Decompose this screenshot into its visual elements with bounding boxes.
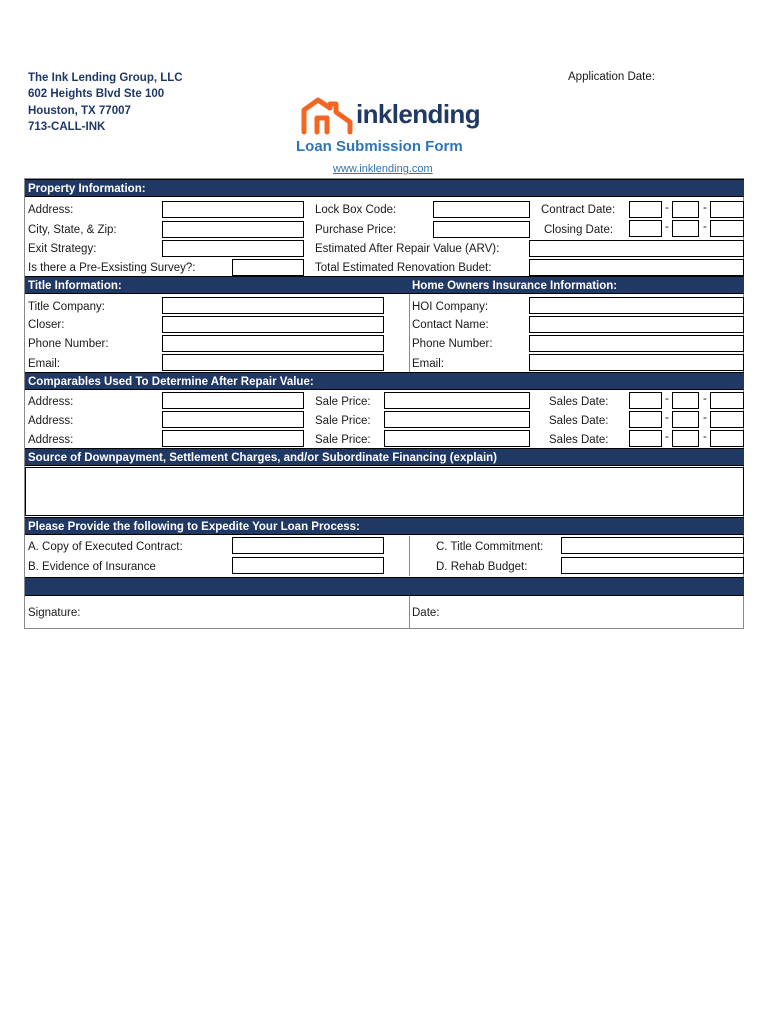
date-separator: -: [665, 393, 669, 405]
closing-date-year[interactable]: [710, 220, 744, 237]
comp-sales-date-year[interactable]: [710, 392, 744, 409]
comp-sales-date-day[interactable]: [672, 392, 699, 409]
property-section-header: [25, 179, 744, 197]
survey-label: Is there a Pre-Exsisting Survey?:: [28, 262, 196, 274]
lock-box-field[interactable]: [433, 201, 530, 218]
title-email-field[interactable]: [162, 354, 384, 371]
comparables-section-title: Comparables Used To Determine After Repair Value:: [28, 376, 314, 388]
property-section-title: Property Information:: [28, 183, 146, 195]
city-state-zip-label: City, State, & Zip:: [28, 224, 117, 236]
contract-date-label: Contract Date:: [541, 204, 616, 216]
house-logo-icon: [300, 96, 356, 136]
comp-address-label: Address:: [28, 396, 74, 408]
date-separator: -: [665, 431, 669, 443]
date-separator: -: [703, 393, 707, 405]
title-company-field[interactable]: [162, 297, 384, 314]
purchase-price-label: Purchase Price:: [315, 224, 397, 236]
comp-sale-price-field[interactable]: [384, 392, 530, 409]
comp-sales-date-day[interactable]: [672, 411, 699, 428]
date-separator: -: [665, 221, 669, 233]
title-email-label: Email:: [28, 358, 60, 370]
company-phone: 713-CALL-INK: [28, 120, 106, 133]
title-section-title: Title Information:: [28, 280, 122, 292]
title-commitment-label: C. Title Commitment:: [436, 541, 544, 553]
survey-field[interactable]: [232, 259, 304, 276]
comp-sales-date-label: Sales Date:: [549, 434, 609, 446]
closing-date-label: Closing Date:: [544, 224, 614, 236]
date-separator: -: [703, 202, 707, 214]
title-insurance-section-header: [25, 276, 744, 294]
evidence-insurance-field[interactable]: [232, 557, 384, 574]
contact-name-field[interactable]: [529, 316, 744, 333]
purchase-price-field[interactable]: [433, 221, 530, 238]
comp-address-field[interactable]: [162, 430, 304, 447]
hoi-company-label: HOI Company:: [412, 301, 489, 313]
property-address-field[interactable]: [162, 201, 304, 218]
comp-address-label: Address:: [28, 415, 74, 427]
hoi-phone-label: Phone Number:: [412, 338, 493, 350]
company-city: Houston, TX 77007: [28, 104, 131, 117]
contract-date-day[interactable]: [672, 201, 699, 218]
title-insurance-divider: [409, 294, 410, 372]
executed-contract-field[interactable]: [232, 537, 384, 554]
date-separator: -: [703, 412, 707, 424]
title-commitment-field[interactable]: [561, 537, 744, 554]
expedite-divider: [409, 536, 410, 576]
comp-address-field[interactable]: [162, 392, 304, 409]
evidence-insurance-label: B. Evidence of Insurance: [28, 561, 156, 573]
title-company-label: Title Company:: [28, 301, 105, 313]
comp-sales-date-month[interactable]: [629, 430, 662, 447]
signature-field[interactable]: [25, 597, 408, 628]
date-separator: -: [703, 431, 707, 443]
rehab-budget-field[interactable]: [561, 557, 744, 574]
comp-sales-date-month[interactable]: [629, 411, 662, 428]
comp-sales-date-year[interactable]: [710, 430, 744, 447]
title-phone-field[interactable]: [162, 335, 384, 352]
date-separator: -: [665, 202, 669, 214]
title-phone-label: Phone Number:: [28, 338, 109, 350]
comp-sales-date-month[interactable]: [629, 392, 662, 409]
closer-label: Closer:: [28, 319, 65, 331]
insurance-section-title: Home Owners Insurance Information:: [412, 280, 618, 292]
comp-sales-date-label: Sales Date:: [549, 396, 609, 408]
closing-date-day[interactable]: [672, 220, 699, 237]
city-state-zip-field[interactable]: [162, 221, 304, 238]
downpayment-section-header: [25, 448, 744, 466]
comp-sales-date-label: Sales Date:: [549, 415, 609, 427]
company-street: 602 Heights Blvd Ste 100: [28, 88, 165, 101]
comp-sale-price-label: Sale Price:: [315, 396, 371, 408]
property-address-label: Address:: [28, 204, 74, 216]
comp-address-field[interactable]: [162, 411, 304, 428]
renovation-field[interactable]: [529, 259, 744, 276]
exit-strategy-field[interactable]: [162, 240, 304, 257]
executed-contract-label: A. Copy of Executed Contract:: [28, 541, 183, 553]
comp-sales-date-year[interactable]: [710, 411, 744, 428]
contract-date-month[interactable]: [629, 201, 662, 218]
expedite-section-title: Please Provide the following to Expedite Your Loan Process:: [28, 521, 360, 533]
date-separator: -: [665, 412, 669, 424]
hoi-email-label: Email:: [412, 358, 444, 370]
lock-box-label: Lock Box Code:: [315, 204, 397, 216]
contract-date-year[interactable]: [710, 201, 744, 218]
rehab-budget-label: D. Rehab Budget:: [436, 561, 528, 573]
hoi-company-field[interactable]: [529, 297, 744, 314]
comparables-section-header: [25, 372, 744, 390]
renovation-label: Total Estimated Renovation Budet:: [315, 262, 492, 274]
signature-date-label: Date:: [412, 607, 440, 619]
form-title: Loan Submission Form: [296, 138, 463, 155]
expedite-section-header: [25, 517, 744, 535]
downpayment-section-title: Source of Downpayment, Settlement Charges, and/or Subordinate Financing (explain): [28, 452, 498, 464]
signature-date-field[interactable]: [410, 597, 744, 628]
hoi-email-field[interactable]: [529, 354, 744, 371]
date-separator: -: [703, 221, 707, 233]
application-date-label: Application Date:: [568, 71, 655, 83]
contact-name-label: Contact Name:: [412, 319, 489, 331]
company-address: [28, 70, 183, 135]
arv-label: Estimated After Repair Value (ARV):: [315, 243, 500, 255]
website-link[interactable]: www.inklending.com: [333, 163, 433, 175]
blank-band: [25, 577, 744, 596]
comp-sale-price-label: Sale Price:: [315, 434, 371, 446]
comp-sale-price-field[interactable]: [384, 411, 530, 428]
company-name: The Ink Lending Group, LLC: [28, 72, 183, 84]
closer-field[interactable]: [162, 316, 384, 333]
exit-strategy-label: Exit Strategy:: [28, 243, 97, 255]
downpayment-explain-field[interactable]: [25, 467, 744, 516]
hoi-phone-field[interactable]: [529, 335, 744, 352]
closing-date-month[interactable]: [629, 220, 662, 237]
comp-sale-price-field[interactable]: [384, 430, 530, 447]
signature-label: Signature:: [28, 607, 81, 619]
comp-sales-date-day[interactable]: [672, 430, 699, 447]
logo-wordmark: inklending: [356, 99, 481, 129]
arv-field[interactable]: [529, 240, 744, 257]
comp-sale-price-label: Sale Price:: [315, 415, 371, 427]
comp-address-label: Address:: [28, 434, 74, 446]
